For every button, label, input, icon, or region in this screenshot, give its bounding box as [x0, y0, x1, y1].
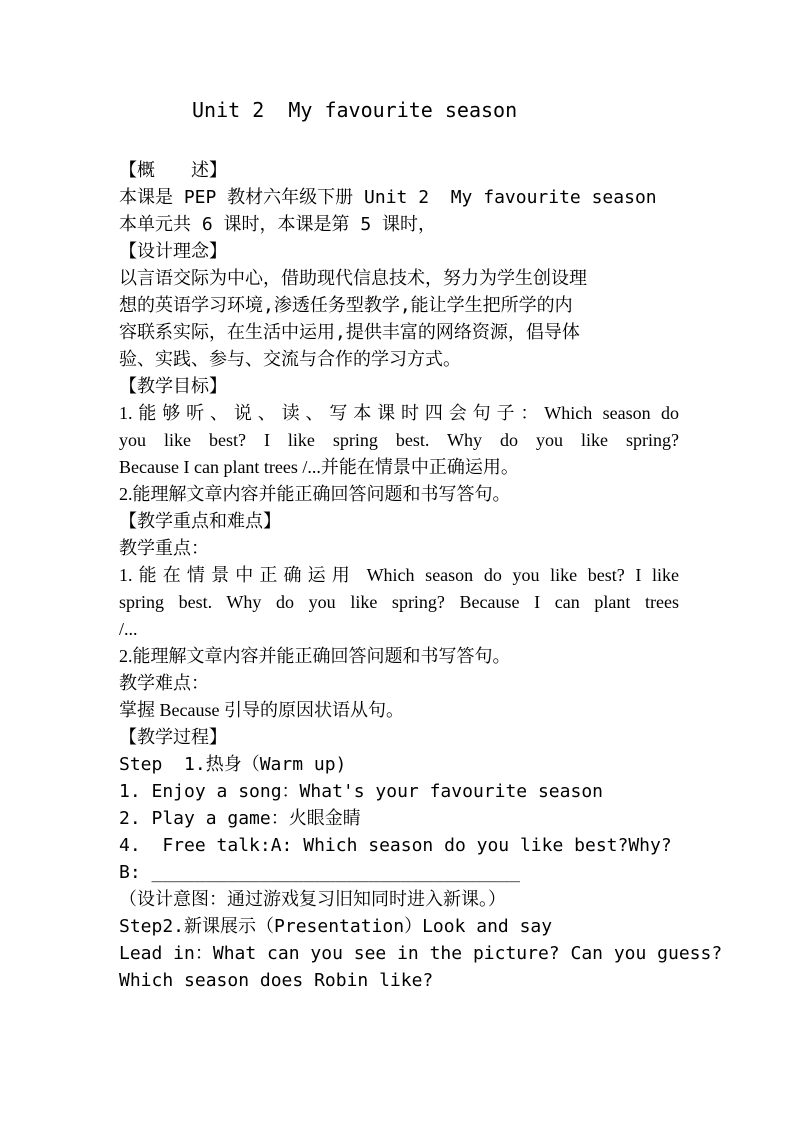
document-body	[119, 157, 723, 994]
body-line: 1. Enjoy a song：What's your favourite season	[119, 781, 603, 802]
body-line: 教学难点：	[119, 673, 209, 694]
body-line: you like best? I like spring best. Why do you like spring?	[119, 430, 679, 450]
body-line: 2.能理解文章内容并能正确回答问题和书写答句。	[119, 646, 511, 666]
section-heading-objectives: 【教学目标】	[119, 376, 227, 397]
body-line: Which season does Robin like?	[119, 970, 434, 991]
body-line: Lead in：What can you see in the picture? Can you guess?	[119, 943, 723, 964]
section-heading-design-concept: 【设计理念】	[119, 241, 227, 262]
body-line: （设计意图：通过游戏复习旧知同时进入新课。）	[119, 889, 506, 910]
body-line: 教学重点：	[119, 538, 209, 559]
body-line: 2. Play a game：火眼金睛	[119, 808, 361, 829]
body-line: 以言语交际为中心，借助现代信息技术，努力为学生创设理	[119, 268, 587, 289]
body-line: 1.能够听、说、读、写本课时四会句子：Which season do	[119, 403, 679, 423]
body-line: Step 1.热身（Warm up)	[119, 754, 347, 775]
body-line: 2.能理解文章内容并能正确回答问题和书写答句。	[119, 484, 511, 504]
body-line: 本课是 PEP 教材六年级下册 Unit 2 My favourite season	[119, 187, 657, 208]
body-line: Step2.新课展示（Presentation）Look and say	[119, 916, 553, 937]
document-title: Unit 2 My favourite season	[192, 98, 518, 122]
body-line: spring best. Why do you like spring? Because I can plant trees	[119, 592, 679, 612]
section-heading-overview: 【概 述】	[119, 160, 227, 181]
body-line: /...	[119, 619, 138, 639]
body-line: 验、实践、参与、交流与合作的学习方式。	[119, 349, 461, 370]
body-line: 4. Free talk:A: Which season do you like best?Why?	[119, 835, 672, 856]
body-line: B: __________________________________	[119, 862, 520, 883]
section-heading-process: 【教学过程】	[119, 727, 227, 748]
body-line: 想的英语学习环境,渗透任务型教学,能让学生把所学的内	[119, 295, 573, 316]
body-line: 1.能在情景中正确运用 Which season do you like best? I like	[119, 565, 679, 585]
body-line: Because I can plant trees /...并能在情景中正确运用。	[119, 457, 519, 477]
section-heading-key-points: 【教学重点和难点】	[119, 511, 281, 532]
body-line: 掌握 Because 引导的原因状语从句。	[119, 700, 404, 720]
body-line: 容联系实际，在生活中运用,提供丰富的网络资源，倡导体	[119, 322, 580, 343]
body-line: 本单元共 6 课时，本课是第 5 课时，	[119, 214, 437, 235]
